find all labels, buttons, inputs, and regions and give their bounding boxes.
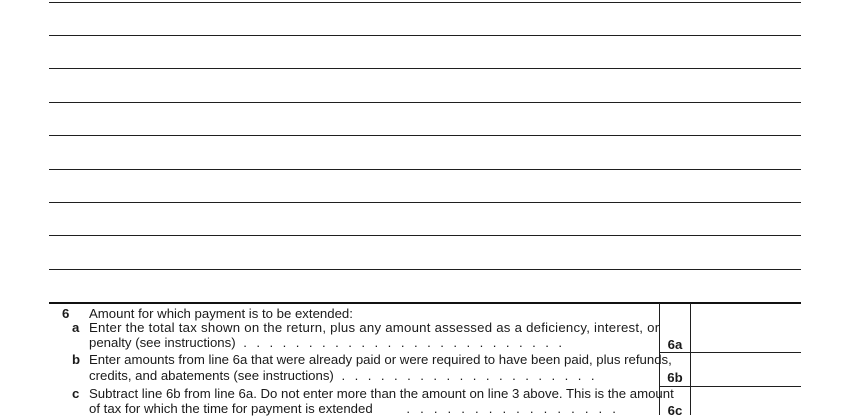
line-6a-text-2 bbox=[89, 335, 565, 351]
leader-dots: . . . . . . . . . . . . . . . . bbox=[406, 401, 620, 416]
line-6c-description: of tax for which the time for payment is extended bbox=[89, 401, 373, 416]
line-6b-text-1: Enter amounts from line 6a that were already paid or were required to have been paid, plus refunds, bbox=[89, 352, 672, 367]
line-6b-text-2 bbox=[89, 368, 598, 384]
line-number-6: 6 bbox=[62, 306, 70, 321]
line-letter-b: b bbox=[72, 352, 81, 367]
section-divider bbox=[49, 302, 801, 304]
writing-line[interactable] bbox=[49, 169, 801, 170]
line-6a-description: penalty (see instructions) bbox=[89, 335, 236, 350]
writing-line[interactable] bbox=[49, 135, 801, 136]
writing-line[interactable] bbox=[49, 102, 801, 103]
line-letter-c: c bbox=[72, 386, 80, 401]
leader-dots: . . . . . . . . . . . . . . . . . . . . bbox=[341, 368, 598, 383]
line-6b-description: credits, and abatements (see instructions) bbox=[89, 368, 334, 383]
writing-line[interactable] bbox=[49, 202, 801, 203]
amount-field-6c[interactable] bbox=[691, 387, 801, 415]
box-label-6c: 6c bbox=[667, 403, 683, 418]
box-label-6b: 6b bbox=[667, 370, 683, 385]
writing-line[interactable] bbox=[49, 235, 801, 236]
leader-dots: . . . . . . . . . . . . . . . . . . . . . . . . . bbox=[243, 335, 565, 350]
line-6a-text-1: Enter the total tax shown on the return, plus any amount assessed as a deficiency, interest, or bbox=[89, 320, 660, 335]
label-column-left-border bbox=[659, 303, 660, 415]
line-6c-text-1: Subtract line 6b from line 6a. Do not enter more than the amount on line 3 above. This is the amount bbox=[89, 386, 674, 401]
line-letter-a: a bbox=[72, 320, 80, 335]
amount-field-6a[interactable] bbox=[691, 304, 801, 351]
amount-field-6b[interactable] bbox=[691, 353, 801, 385]
writing-line[interactable] bbox=[49, 68, 801, 69]
writing-line[interactable] bbox=[49, 269, 801, 270]
box-label-6a: 6a bbox=[667, 337, 683, 352]
writing-line[interactable] bbox=[49, 35, 801, 36]
line-6-heading: Amount for which payment is to be extended: bbox=[89, 306, 353, 321]
writing-line[interactable] bbox=[49, 2, 801, 3]
